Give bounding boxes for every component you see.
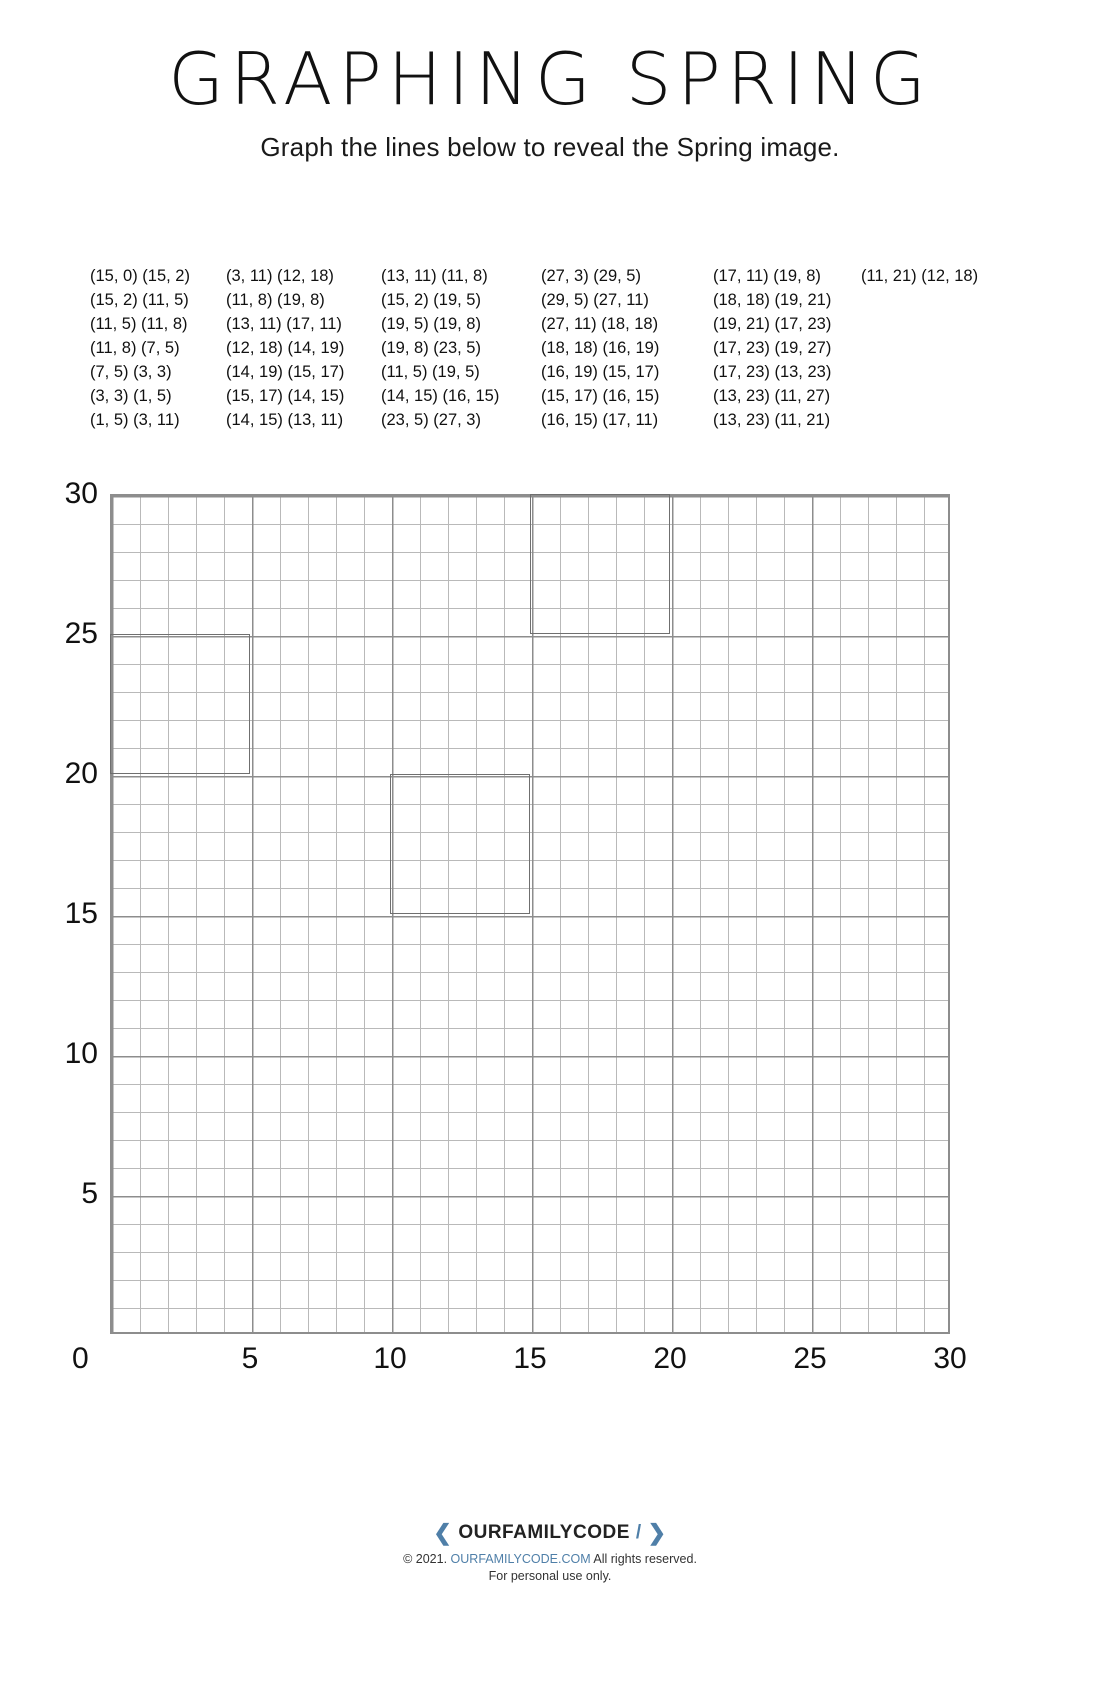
coordinate-column xyxy=(713,264,861,432)
x-tick-20: 20 xyxy=(653,1342,687,1375)
rights-text: All rights reserved. xyxy=(593,1552,697,1566)
coordinate-column xyxy=(541,264,713,432)
coordinate-list xyxy=(90,264,1020,432)
coordinate-pair: (12, 18) (14, 19) xyxy=(226,339,345,357)
x-axis-labels xyxy=(110,1342,967,1386)
coordinate-pair: (18, 18) (19, 21) xyxy=(713,291,832,309)
coordinate-column xyxy=(90,264,226,432)
chevron-right-icon: ❯ xyxy=(647,1520,667,1545)
x-tick-5: 5 xyxy=(241,1342,259,1375)
coordinate-pair: (19, 5) (19, 8) xyxy=(381,315,481,333)
coordinate-column xyxy=(861,264,1011,288)
grid-lines[interactable] xyxy=(110,494,950,1334)
x-tick-15: 15 xyxy=(513,1342,547,1375)
y-tick-20: 20 xyxy=(64,757,98,790)
coordinate-grid[interactable] xyxy=(110,494,950,1334)
coordinate-pair: (19, 21) (17, 23) xyxy=(713,315,832,333)
coordinate-pair: (11, 21) (12, 18) xyxy=(861,267,979,285)
x-tick-30: 30 xyxy=(933,1342,967,1375)
coordinate-column xyxy=(381,264,541,432)
coordinate-pair: (27, 11) (18, 18) xyxy=(541,315,659,333)
coordinate-pair: (14, 15) (13, 11) xyxy=(226,411,344,429)
y-tick-25: 25 xyxy=(64,617,98,650)
coordinate-pair: (17, 23) (19, 27) xyxy=(713,339,832,357)
footer xyxy=(0,1520,1100,1583)
coordinate-pair: (27, 3) (29, 5) xyxy=(541,267,641,285)
coordinate-pair: (3, 3) (1, 5) xyxy=(90,387,172,405)
brand-logo[interactable] xyxy=(433,1520,666,1546)
coordinate-pair: (7, 5) (3, 3) xyxy=(90,363,172,381)
slash-icon: / xyxy=(635,1522,642,1543)
coordinate-pair: (23, 5) (27, 3) xyxy=(381,411,481,429)
personal-use-text: For personal use only. xyxy=(488,1569,612,1583)
copyright-year: 2021. xyxy=(415,1552,448,1566)
coordinate-pair: (29, 5) (27, 11) xyxy=(541,291,649,309)
coordinate-pair: (17, 11) (19, 8) xyxy=(713,267,821,285)
page-subtitle: Graph the lines below to reveal the Spring image. xyxy=(260,131,840,162)
coordinate-pair: (14, 15) (16, 15) xyxy=(381,387,500,405)
coordinate-pair: (1, 5) (3, 11) xyxy=(90,411,180,429)
coordinate-pair: (15, 17) (14, 15) xyxy=(226,387,345,405)
coordinate-pair: (15, 0) (15, 2) xyxy=(90,267,190,285)
x-tick-0: 0 xyxy=(72,1342,89,1375)
page-title: GRAPHING SPRING xyxy=(168,37,932,121)
x-tick-10: 10 xyxy=(373,1342,407,1375)
coordinate-pair: (11, 5) (11, 8) xyxy=(90,315,188,333)
site-link[interactable]: OURFAMILYCODE.COM xyxy=(450,1552,591,1566)
coordinate-pair: (3, 11) (12, 18) xyxy=(226,267,334,285)
y-tick-30: 30 xyxy=(64,477,98,510)
coordinate-pair: (13, 23) (11, 21) xyxy=(713,411,831,429)
brand-name: OURFAMILYCODE xyxy=(458,1522,630,1543)
y-tick-10: 10 xyxy=(64,1037,98,1070)
coordinate-pair: (15, 2) (11, 5) xyxy=(90,291,189,309)
coordinate-pair: (13, 11) (17, 11) xyxy=(226,315,342,333)
y-tick-5: 5 xyxy=(81,1177,98,1210)
x-tick-25: 25 xyxy=(793,1342,827,1375)
y-tick-15: 15 xyxy=(64,897,98,930)
coordinate-pair: (16, 19) (15, 17) xyxy=(541,363,660,381)
coordinate-pair: (14, 19) (15, 17) xyxy=(226,363,345,381)
coordinate-pair: (11, 8) (19, 8) xyxy=(226,291,325,309)
coordinate-pair: (15, 2) (19, 5) xyxy=(381,291,481,309)
coordinate-pair: (16, 15) (17, 11) xyxy=(541,411,659,429)
coordinate-pair: (19, 8) (23, 5) xyxy=(381,339,481,357)
coordinate-pair: (17, 23) (13, 23) xyxy=(713,363,832,381)
chevron-left-icon: ❮ xyxy=(433,1520,453,1545)
coordinate-pair: (15, 17) (16, 15) xyxy=(541,387,660,405)
coordinate-column xyxy=(226,264,381,432)
y-axis-labels xyxy=(40,477,98,1334)
copyright-line xyxy=(0,1552,1100,1566)
coordinate-pair: (18, 18) (16, 19) xyxy=(541,339,660,357)
coordinate-pair: (13, 11) (11, 8) xyxy=(381,267,488,285)
coordinate-pair: (11, 8) (7, 5) xyxy=(90,339,180,357)
coordinate-pair: (13, 23) (11, 27) xyxy=(713,387,831,405)
copyright-icon: © xyxy=(403,1552,413,1566)
coordinate-pair: (11, 5) (19, 5) xyxy=(381,363,480,381)
